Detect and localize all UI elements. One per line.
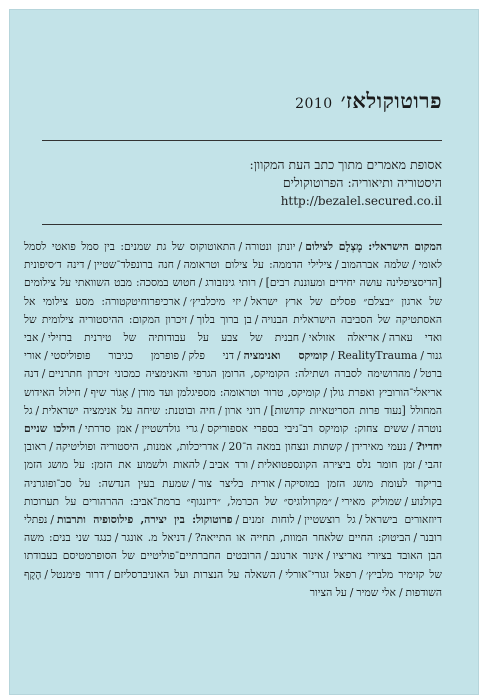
contents-entry: הרובטים החברתיים־פוליטיים של הסופרמטיסם בעבודתו של קזימיר מלביץ׳ <box>24 549 442 581</box>
contents-entry: אמן סדרתי <box>84 422 132 436</box>
contents-entry: השאלה על הנצרות ועל האוניברסליזם <box>113 567 276 581</box>
entry-separator: / <box>198 276 203 290</box>
contents-entry: ״מקרולוגיס״ של הכרמל, ״דיזנגוף״ ברמת־אביב: ההרהורים על תערוכות דיוזאורים בישראל <box>24 494 443 527</box>
entry-separator: / <box>250 458 255 472</box>
entry-separator: / <box>44 567 49 581</box>
contents-entry: ראובן זהבי <box>24 440 442 472</box>
entry-separator: / <box>420 349 424 363</box>
entry-separator: / <box>298 240 303 253</box>
contents-entry: לוחות זמנים <box>242 513 295 527</box>
contents-entry: אריאלה אזולאי <box>308 331 380 345</box>
entry-separator: / <box>191 476 196 490</box>
entry-separator: / <box>134 422 139 436</box>
entry-separator: / <box>277 476 282 490</box>
contents-entry: קומיקס ואנימציה <box>243 349 328 363</box>
contents-entry: אָגוֹר שיף <box>90 385 129 399</box>
contents-entry: חנה ברונפלד־שטיין <box>94 258 174 272</box>
entry-separator: / <box>358 513 363 527</box>
entry-separator: / <box>176 258 181 272</box>
entry-separator: / <box>41 367 46 381</box>
contents-entry: חיה ובוטנת: שיחה על אנימציה ישראלית <box>42 403 216 417</box>
contents-entry: נפתלי רובנר <box>24 513 442 545</box>
contents-entry: RealityTrauma <box>337 349 418 363</box>
contents-entry: שלמה אברהמוב <box>341 258 410 272</box>
entry-separator: / <box>190 312 194 326</box>
entry-separator: / <box>237 349 241 363</box>
subtitle-line-1: אסופת מאמרים מתוך כתב העת המקוון: <box>249 157 442 172</box>
entry-separator: / <box>259 276 263 290</box>
contents-entry: רוני ארון <box>224 403 261 417</box>
entry-separator: / <box>413 531 418 545</box>
source-url[interactable]: http://bezalel.secured.co.il <box>280 194 442 208</box>
entry-separator: / <box>398 585 403 599</box>
entry-separator: / <box>323 385 327 399</box>
entry-separator: / <box>264 549 268 563</box>
contents-entry: גל רוצשטיין <box>304 513 356 527</box>
contents-entry: ורד אביב <box>209 458 248 472</box>
title-text: פרוטוקולאז׳ <box>340 88 442 113</box>
entry-separator: / <box>78 422 82 436</box>
title-year: 2010 <box>295 96 333 112</box>
entry-separator: / <box>263 403 268 417</box>
entry-separator: / <box>302 331 306 345</box>
entry-separator: / <box>83 385 88 399</box>
entry-separator: / <box>114 531 119 545</box>
contents-entry: דנה אריאלי־הורוביץ ואפרת גולן <box>24 367 442 399</box>
contents-entry: אינור ארנונב <box>270 549 324 563</box>
middle-divider <box>42 224 442 225</box>
entry-separator: / <box>183 294 187 308</box>
contents-entry: צילילי הדממה: על צילום וטראומה <box>183 258 333 272</box>
entry-separator: / <box>254 312 259 326</box>
contents-entry: דניאל מ. אונגר <box>121 531 186 545</box>
contents-entry: רפאל זגורי־אורלי <box>285 567 357 581</box>
entry-separator: / <box>200 422 205 436</box>
contents-entry: שמוליק מאירי <box>341 494 402 508</box>
entry-separator: / <box>330 349 335 363</box>
contents-entry: על הציור <box>309 585 347 599</box>
entry-separator: / <box>131 385 136 399</box>
contents-entry: אלי שמיר <box>356 585 396 599</box>
contents-entry: אבי גנור <box>24 331 442 363</box>
contents-entry: פופרמן כגיבור פופוליסטי <box>50 349 179 363</box>
contents-entry: פרוטוקול: בין יצירה, פילוסופיה ותרבות <box>57 513 233 527</box>
contents-entry: אורית בליצר צור <box>198 476 275 490</box>
entry-separator: / <box>202 458 207 472</box>
contents-entry: התאוטוקוס של גת שמנים: בין סמל פואטי לסמל לאומי <box>24 240 442 272</box>
contents-entry: זמן חומר נלס ביצירה הקונספטואלית <box>257 458 416 472</box>
contents-entry: יזי מיכלביץ׳ <box>189 294 242 308</box>
book-cover <box>10 10 478 694</box>
contents-entry: בן ברוך בלוך <box>196 312 252 326</box>
entry-separator: / <box>418 458 422 472</box>
entry-separator: / <box>404 494 409 508</box>
entry-separator: / <box>235 513 240 527</box>
contents-entry: דני פלק <box>188 349 235 363</box>
contents-entry: יונתן ונטורה <box>245 240 296 253</box>
entry-separator: / <box>188 531 192 545</box>
contents-entry: חילול האידוש המחולל [נעוד פרות הסריטאיות קדושות] <box>24 385 442 417</box>
entry-separator: / <box>35 403 40 417</box>
contents-entry: הביטוק: החיים שלאחר המוות, תחייה או התייאה? <box>194 531 411 545</box>
contents-entry: נעמי מאירידן <box>351 440 407 454</box>
cover-title <box>295 88 442 114</box>
subtitle-line-2: היסטוריה ותיאוריה: הפרוטוקולים <box>282 175 442 190</box>
contents-entry: קומיקס, טרור וטראומה: מספיגלמן ועד מודן <box>138 385 321 399</box>
contents-entry: הֶקֶף השודפות <box>24 567 442 599</box>
contents-entry: גל נוטרה <box>24 403 442 436</box>
entry-separator: / <box>297 513 302 527</box>
entry-separator: / <box>349 585 354 599</box>
entry-separator: / <box>278 567 283 581</box>
contents-entry: דינה ד׳סיפונית [הדיסציפלינה עושה יחידים ומעוננת רבים] <box>24 258 442 290</box>
contents-entry: המקום הישראלי: מֶצְלָם לצילום <box>305 240 442 253</box>
entry-separator: / <box>413 367 418 381</box>
contents-entry: זיכרון המקום: ההיסטוריה צילומית של ואדי עארה <box>24 312 442 345</box>
contents-entry: אורי ברטל <box>24 349 442 381</box>
entry-separator: / <box>382 331 386 345</box>
entry-separator: / <box>87 258 92 272</box>
contents-entry: דרור פימנטל <box>51 567 105 581</box>
entry-separator: / <box>181 349 186 363</box>
contents-entry: קשתות ונצחון במאה ה־20 <box>228 440 343 454</box>
entry-separator: / <box>359 567 363 581</box>
contents-entry: מהרושימה לסברה ושתילה: הקומיקס, הרומן הגרפי והאנימציה כמכוני זיכרון חתרניים <box>48 367 411 381</box>
entry-separator: / <box>238 240 243 253</box>
entry-separator: / <box>334 494 339 508</box>
contents-entry: שמעת בעין הנדשה: על סכ־ופוגרניה בקולנוע <box>24 476 442 508</box>
entry-separator: / <box>335 258 339 272</box>
contents-entry: חטוש במסכה: מבט השוואתי על צילומים של ארגון ״בצלם״ פסלים של ארץ ישראל <box>24 276 442 308</box>
contents-entry: ארכיפרוחיטקטורה: מסע צילומי אל האסתטיקה של הסביבה הישראלית הבנויה <box>24 294 442 326</box>
top-divider <box>42 140 442 141</box>
entry-separator: / <box>50 513 55 527</box>
contents-entry: ששים צחוק: קומיקס רב־ניבי בספרי אספוריקס <box>207 422 409 436</box>
entry-separator: / <box>218 403 222 417</box>
entry-separator: / <box>409 440 413 454</box>
contents-entry: הילכו שניים יחדיו? <box>24 422 442 454</box>
contents-entry: רותי גינזבורג <box>205 276 257 290</box>
contents-entry: חבנית של צבע על עבודותיה של טירנית ברזילי <box>47 331 300 345</box>
entry-separator: / <box>221 440 226 454</box>
entry-separator: / <box>49 440 53 454</box>
entry-separator: / <box>41 331 45 345</box>
entry-separator: / <box>107 567 111 581</box>
entry-separator: / <box>326 549 331 563</box>
entry-separator: / <box>411 422 415 436</box>
contents-entry: גרי גולדשטיין <box>141 422 198 436</box>
entry-separator: / <box>244 294 248 308</box>
entry-separator: / <box>345 440 349 454</box>
contents-entry: אדריכלות, אמנות, היסטוריה ופוליטיקה <box>55 440 219 454</box>
entry-separator: / <box>44 349 48 363</box>
contents-entry: כנגד שני בנים: משה הבן האובד בציורי נאריציו <box>24 531 442 563</box>
contents-entry: להאות ולשמוע את הזמן: על מושג הזמן בריקוד לעומת מושג הזמן במוסיקה <box>24 458 443 490</box>
entry-separator: / <box>412 258 416 272</box>
cover-subtitle <box>42 156 442 210</box>
table-of-contents <box>24 238 442 602</box>
